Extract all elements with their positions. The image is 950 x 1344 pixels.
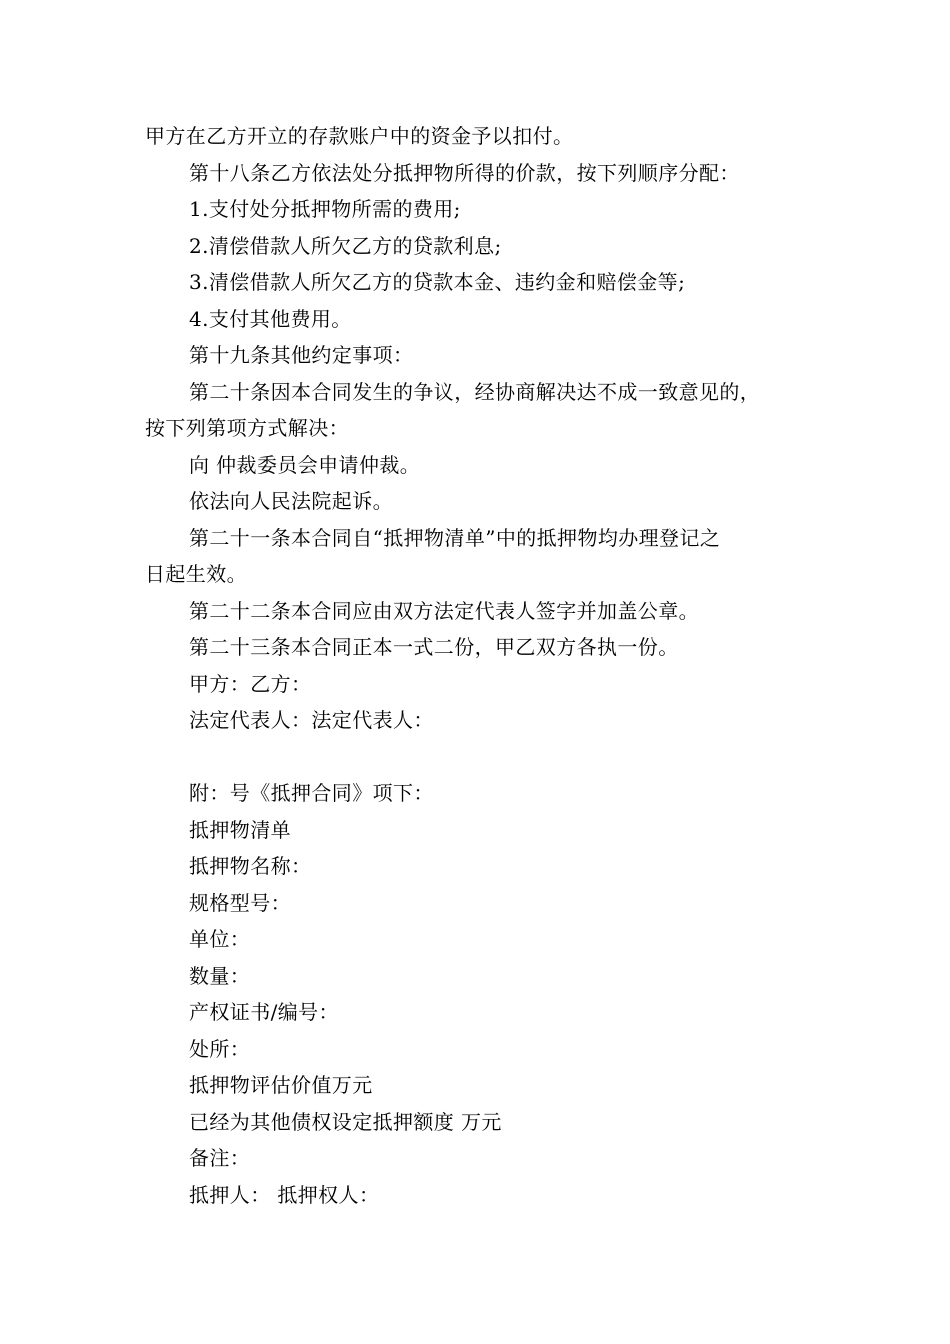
- option-arbitration: 向 仲裁委员会申请仲裁。: [189, 452, 421, 477]
- document-body: [145, 118, 825, 1213]
- signature-labels: 抵押人： 抵押权人：: [189, 1182, 380, 1207]
- field-collateral-name: 抵押物名称：: [189, 854, 312, 878]
- clause-18: 第十八条乙方依法处分抵押物所得的价款，按下列顺序分配：: [189, 160, 740, 185]
- field-certificate: 产权证书/编号：: [189, 1000, 339, 1024]
- field-remarks: 备注：: [189, 1146, 251, 1170]
- list-item-3: 3.清偿借款人所欠乙方的贷款本金、违约金和赔偿金等;: [189, 270, 686, 294]
- clause-22: 第二十二条本合同应由双方法定代表人签字并加盖公章。: [189, 598, 699, 623]
- representative-labels: 法定代表人：法定代表人：: [189, 708, 434, 732]
- list-item-1: 1.支付处分抵押物所需的费用;: [189, 197, 461, 221]
- list-item-2: 2.清偿借款人所欠乙方的贷款利息;: [189, 233, 502, 258]
- field-location: 处所：: [189, 1036, 251, 1061]
- party-labels: 甲方：乙方：: [189, 671, 312, 696]
- field-existing-mortgage: 已经为其他债权设定抵押额度 万元: [189, 1109, 502, 1134]
- appendix-heading: 附：号《抵押合同》项下：: [189, 781, 434, 805]
- clause-21: 第二十一条本合同自“抵押物清单”中的抵押物均办理登记之: [189, 525, 721, 550]
- field-unit: 单位：: [189, 927, 251, 951]
- text-line-0: 甲方在乙方开立的存款账户中的资金予以扣付。: [145, 124, 574, 148]
- clause-21-continued: 日起生效。: [145, 562, 247, 586]
- clause-23: 第二十三条本合同正本一式二份，甲乙双方各执一份。: [189, 635, 679, 659]
- collateral-list-title: 抵押物清单: [189, 817, 291, 842]
- option-litigation: 依法向人民法院起诉。: [189, 489, 393, 513]
- field-valuation: 抵押物评估价值万元: [189, 1073, 373, 1097]
- clause-19: 第十九条其他约定事项：: [189, 343, 414, 367]
- clause-20-continued: 按下列第项方式解决：: [145, 416, 349, 440]
- field-specification: 规格型号：: [189, 890, 291, 915]
- clause-20: 第二十条因本合同发生的争议，经协商解决达不成一致意见的，: [189, 379, 761, 404]
- field-quantity: 数量：: [189, 963, 251, 988]
- blank-line: [145, 739, 825, 776]
- list-item-4: 4.支付其他费用。: [189, 306, 352, 331]
